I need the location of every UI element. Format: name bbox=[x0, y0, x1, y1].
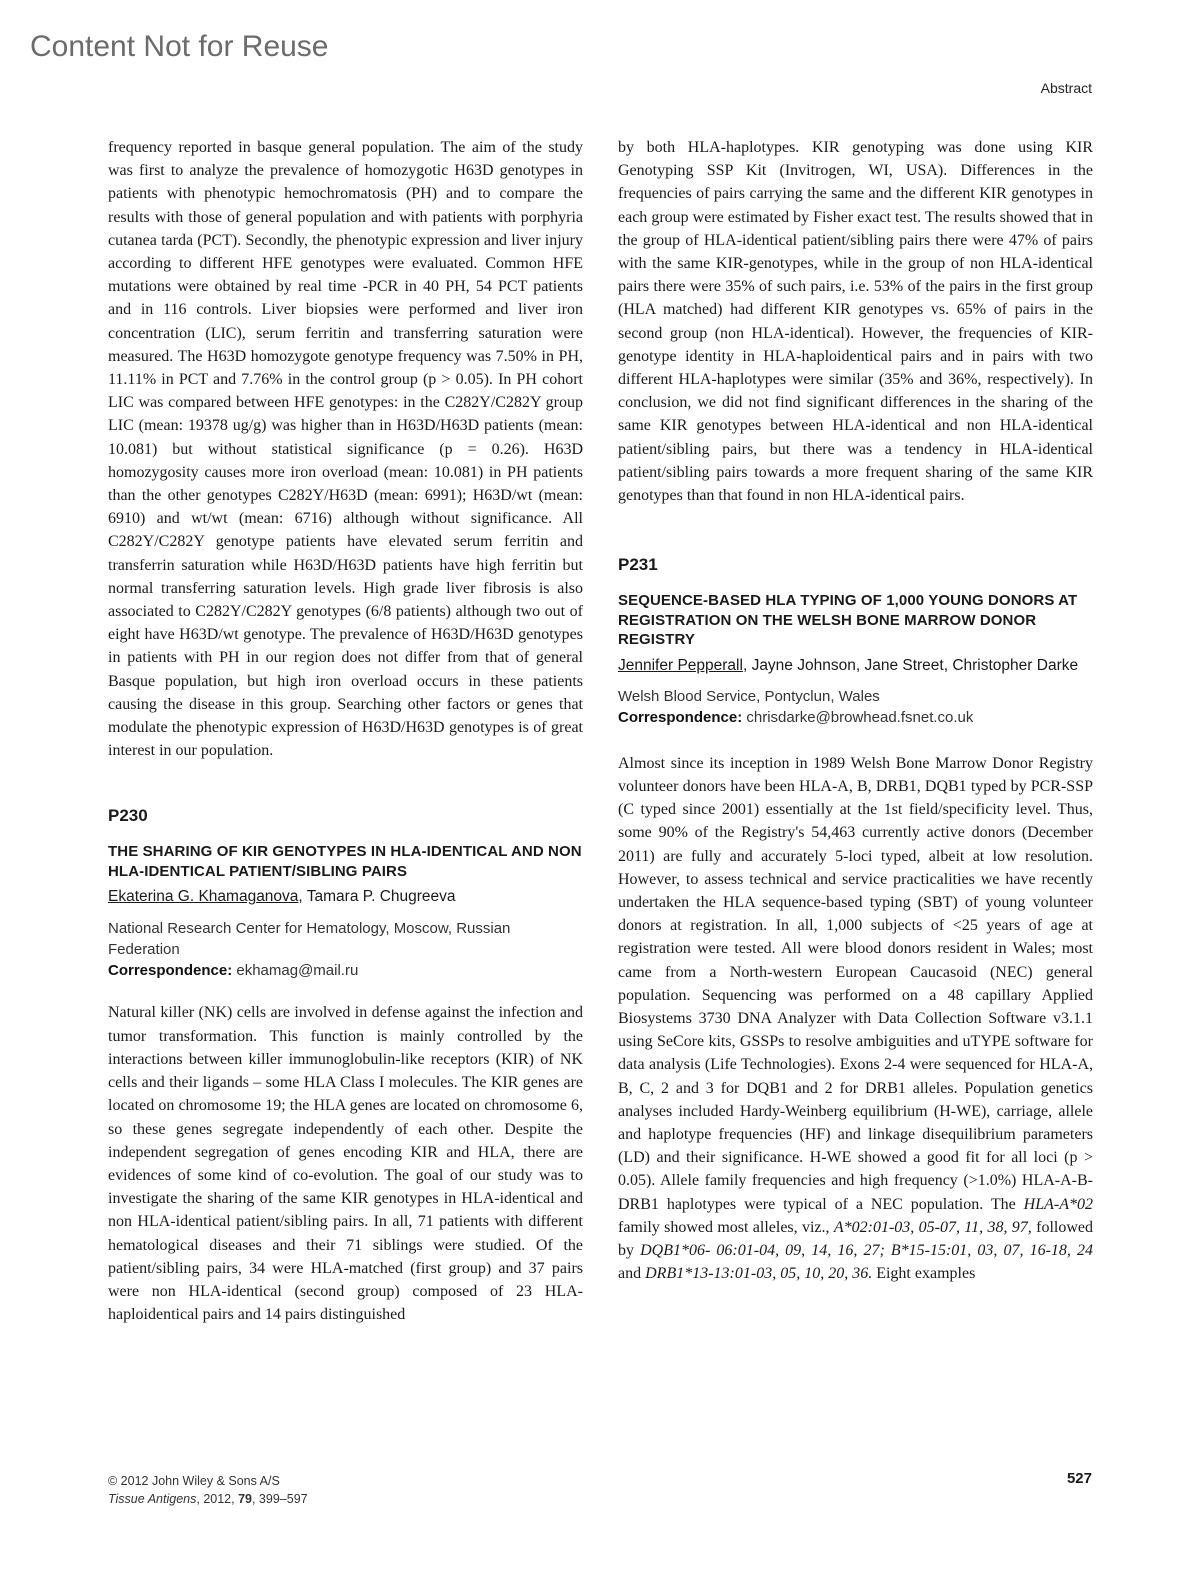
footer-year: , 2012, bbox=[196, 1492, 239, 1506]
p231-italic-1: HLA-A*02 bbox=[1023, 1195, 1093, 1213]
page-number: 527 bbox=[1066, 1470, 1092, 1487]
p230-presenter: Ekaterina G. Khamaganova bbox=[108, 888, 299, 906]
footer-volume: 79 bbox=[238, 1492, 252, 1506]
p231-correspondence bbox=[618, 707, 1093, 728]
p231-corr-email: chrisdarke@browhead.fsnet.co.uk bbox=[746, 708, 974, 726]
p231-text-4: Eight examples bbox=[872, 1265, 976, 1283]
p230-coauthors: , Tamara P. Chugreeva bbox=[298, 888, 456, 906]
p231-body bbox=[618, 752, 1093, 1286]
footer bbox=[108, 1472, 308, 1508]
p231-italic-4: DRB1*13-13:01-03, 05, 10, 20, 36. bbox=[645, 1265, 873, 1283]
p230-corr-label: Correspondence: bbox=[108, 962, 233, 980]
footer-pages: , 399–597 bbox=[251, 1492, 308, 1506]
p230-title: THE SHARING OF KIR GENOTYPES IN HLA-IDENTICAL AND NON HLA-IDENTICAL PATIENT/SIBLING PAIRS bbox=[108, 843, 582, 880]
p231-text-1: family showed most alleles, viz., bbox=[618, 1218, 834, 1236]
p231-body-main: Almost since its inception in 1989 Welsh Bone Marrow Donor Registry volunteer donors have been HLA-A, B, DRB1, DQB1 typed by PCR-SSP (C typed since 2001) essentially at the 1st field/specificity level. Thus, some 90% of the Registry's 54,463 currently active donors (December 2011) are fully and accurately 5-loci typed, albeit at low resolution. However, to assess technical and service practicalities we have recently undertaken the HLA sequence-based typing (SBT) of young volunteer donors at registration. In all, 1,000 subjects of <25 years of age at registration were tested. All were blood donors resident in Wales; most came from a North-western European Caucasoid (NEC) general population. Sequencing was performed on a 48 capillary Applied Biosystems 3730 DNA Analyzer with Data Collection Software v3.1.1 using SeCore kits, GSSPs to resolve ambiguities and uTYPE software for data analysis (Life Technologies). Exons 2-4 were sequenced for HLA-A, B, C, 2 and 3 for DQB1 and 2 for DRB1 alleles. Population genetics analyses included Hardy-Weinberg equilibrium (H-WE), carriage, allele and haplotype frequencies (HF) and linkage disequilibrium parameters (LD) and their significance. H-WE showed a good fit for all loci (p > 0.05). Allele family frequencies and high frequency (>1.0%) HLA-A-B-DRB1 haplotypes were typical of a NEC population. The bbox=[618, 754, 1093, 1213]
p231-presenter: Jennifer Pepperall bbox=[618, 656, 743, 674]
p231-italic-2: A*02:01-03, 05-07, 11, 38, 97, bbox=[833, 1218, 1032, 1236]
p230-correspondence bbox=[108, 960, 583, 981]
p230-authors bbox=[108, 885, 583, 909]
p231-italic-3: DQB1*06- 06:01-04, 09, 14, 16, 27; B*15-15:01, 03, 07, 16-18, 24 bbox=[640, 1242, 1094, 1260]
p230-code: P230 bbox=[108, 806, 148, 826]
p230-body-left: Natural killer (NK) cells are involved in defense against the infection and tumor transformation. This function is mainly controlled by the interactions between killer immunoglobulin-like receptors (KIR) of NK cells and their ligands – some HLA Class I molecules. The KIR genes are located on chromosome 19; the HLA genes are located on chromosome 6, so these genes segregate independently of each other. Despite the independent segregation of genes encoding KIR and HLA, there are evidences of some kind of co-evolution. The goal of our study was to investigate the sharing of the same KIR genotypes in HLA-identical and non HLA-identical patient/sibling pairs. In all, 71 patients with different hematological diseases and their 71 siblings were studied. Of the patient/sibling pairs, 34 were HLA-matched (first group) and 37 pairs were non HLA-identical (second group) composed of 23 HLA-haploidentical pairs and 14 pairs distinguished bbox=[108, 1004, 583, 1324]
p231-authors bbox=[618, 654, 1093, 678]
footer-citation bbox=[108, 1490, 308, 1508]
section-label: Abstract bbox=[1040, 80, 1092, 96]
footer-journal: Tissue Antigens bbox=[108, 1492, 197, 1506]
p230-corr-email: ekhamag@mail.ru bbox=[236, 962, 359, 980]
footer-copyright: © 2012 John Wiley & Sons A/S bbox=[108, 1474, 280, 1488]
p231-corr-label: Correspondence: bbox=[618, 708, 743, 726]
p231-text-3: and bbox=[618, 1265, 646, 1283]
p231-coauthors: , Jayne Johnson, Jane Street, Christopher Darke bbox=[742, 656, 1079, 674]
p231-text-2: followed by bbox=[618, 1218, 1093, 1260]
p231-affiliation: Welsh Blood Service, Pontyclun, Wales bbox=[618, 687, 880, 705]
p229-body-continued: frequency reported in basque general population. The aim of the study was first to analyze the prevalence of homozygotic H63D genotypes in patients with phenotypic hemochromatosis (PH) and to compare the results with those of general population and with patients with porphyria cutanea tarda (PCT). Secondly, the phenotypic expression and liver injury according to different HFE genotypes were evaluated. Common HFE mutations were obtained by real time -PCR in 40 PH, 54 PCT patients and in 116 controls. Liver biopsies were performed and liver iron concentration (LIC), serum ferritin and transferring saturation were measured. The H63D homozygote genotype frequency was 7.50% in PH, 11.11% in PCT and 7.76% in the control group (p > 0.05). In PH cohort LIC was compared between HFE genotypes: in the C282Y/C282Y group LIC (mean: 19378 ug/g) was higher than in H63D/H63D patients (mean: 10.081) but without statistical significance (p = 0.26). H63D homozygosity causes more iron overload (mean: 10.081) in PH patients than the other genotypes C282Y/H63D (mean: 6991); H63D/wt (mean: 6910) and wt/wt (mean: 6716) although without significance. All C282Y/C282Y genotype patients have elevated serum ferritin and transferrin saturation while H63D/H63D patients have high ferritin but normal transferring saturation levels. High grade liver fibrosis is also associated to C282Y/C282Y genotypes (6/8 patients) although two out of eight have H63D/wt genotype. The prevalence of H63D/H63D genotypes in patients with PH in our region does not differ from that of general Basque population, but high iron overload occurs in these patients causing the disease in this group. Searching other factors or genes that modulate the phenotypic expression of H63D/H63D genotypes is of great interest in our population. bbox=[108, 139, 583, 760]
p231-code: P231 bbox=[618, 555, 658, 575]
left-column bbox=[108, 136, 583, 1326]
watermark: Content Not for Reuse bbox=[30, 30, 329, 63]
right-column bbox=[618, 136, 1093, 1285]
p231-title: SEQUENCE-BASED HLA TYPING OF 1,000 YOUNG DONORS AT REGISTRATION ON THE WELSH BONE MARROW DONOR REGISTRY bbox=[618, 592, 1078, 649]
p230-body-right: by both HLA-haplotypes. KIR genotyping was done using KIR Genotyping SSP Kit (Invitrogen, WI, USA). Differences in the frequencies of pairs carrying the same and the different KIR genotypes in each group were estimated by Fisher exact test. The results showed that in the group of HLA-identical patient/sibling pairs there were 47% of pairs with the same KIR-genotypes, while in the group of non HLA-identical pairs there were 35% of such pairs, i.e. 53% of the pairs in the first group (HLA matched) had different KIR genotypes vs. 65% of pairs in the second group (non HLA-identical). However, the frequencies of KIR-genotype identity in HLA-haploidentical pairs and in pairs with two different HLA-haplotypes were similar (35% and 36%, respectively). In conclusion, we did not find significant differences in the sharing of the same KIR genotypes between HLA-identical and non HLA-identical patient/sibling pairs, but there was a tendency in HLA-identical patient/sibling pairs towards a more frequent sharing of the same KIR genotypes than that found in non HLA-identical pairs. bbox=[618, 139, 1093, 505]
p230-affiliation: National Research Center for Hematology, Moscow, Russian Federation bbox=[108, 920, 511, 959]
